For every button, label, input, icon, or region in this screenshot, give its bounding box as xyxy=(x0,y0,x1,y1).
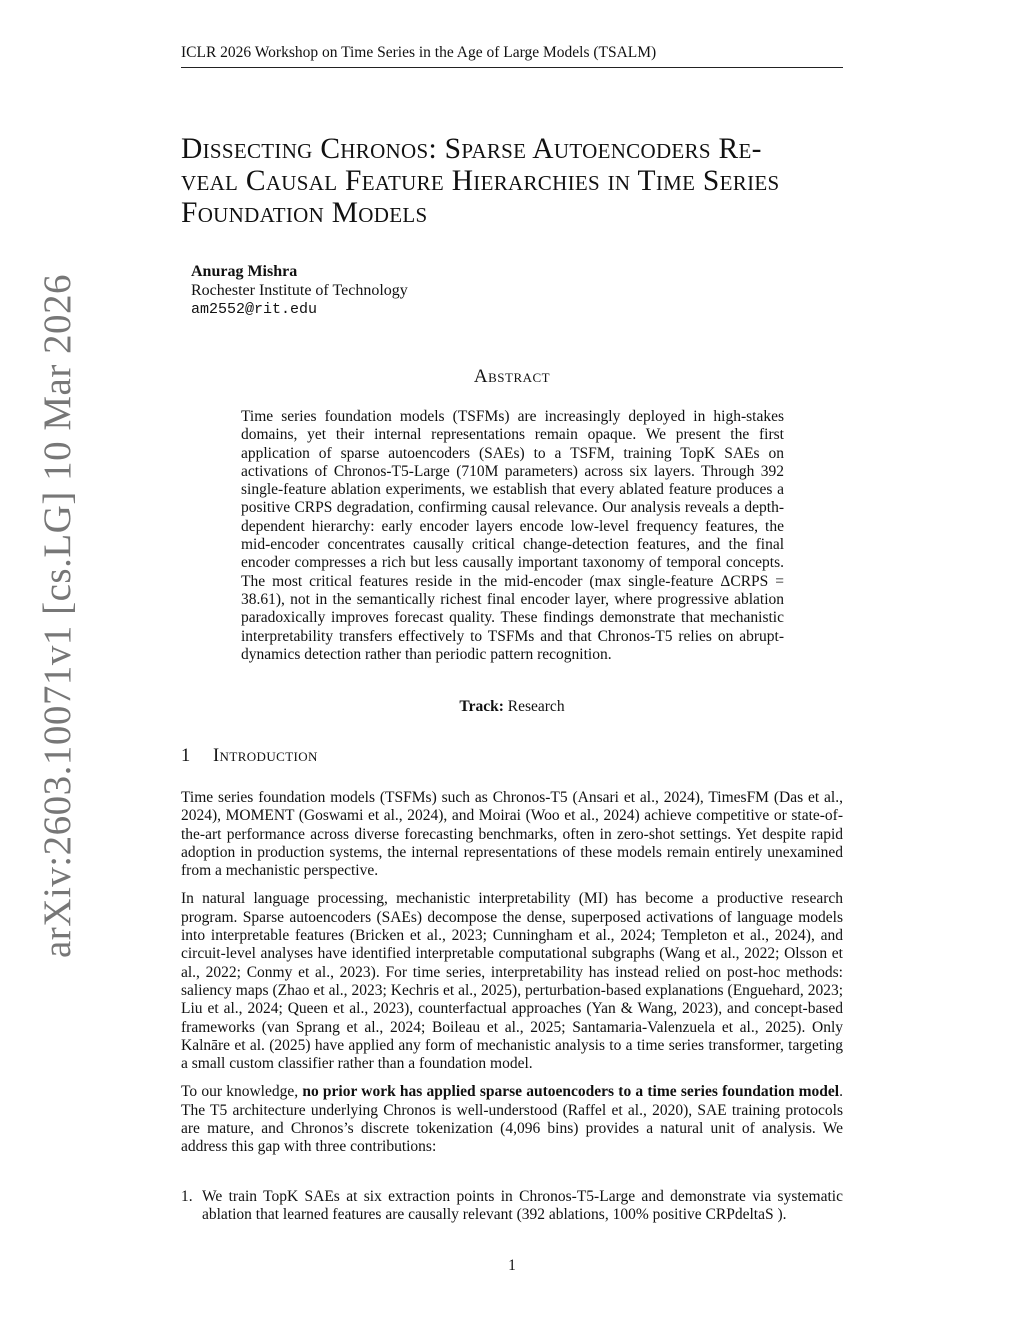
list-item-text: We train TopK SAEs at six extraction points in Chronos-T5-Large and demonstrate via systematic ablation that learned features are causally relevant (392 ablations, 100% positive CRPdeltaS ). xyxy=(202,1188,843,1224)
paragraph-3-emphasis: no prior work has applied sparse autoencoders to a time series foundation model xyxy=(302,1083,840,1101)
paragraph-3 xyxy=(181,1083,843,1156)
section-heading xyxy=(181,746,318,767)
paragraph-3-rest: . The T5 architecture underlying Chronos is well-understood (Raffel et al., 2020), SAE training protocols are mature, and Chronos’s discrete tokenization (4,096 bins) provides a natural unit of analysis. We address this gap with three contributions: xyxy=(181,1083,843,1156)
title-line-3: Foundation Models xyxy=(181,197,428,229)
track-label: Track: xyxy=(459,698,504,715)
author-affiliation: Rochester Institute of Technology xyxy=(191,282,408,299)
paragraph-3-lead: To our knowledge, xyxy=(181,1083,303,1101)
paragraph-2: In natural language processing, mechanistic interpretability (MI) has become a productive research program. Sparse autoencoders (SAEs) decompose the dense, superposed activations of language models into interpretable features (Bricken et al., 2023; Cunningham et al., 2024; Templeton et al., 2024), and circuit-level analyses have identified interpretable computational subgraphs (Wang et al., 2022; Olsson et al., 2022; Conmy et al., 2023). For time series, interpretability has instead relied on post-hoc methods: saliency maps (Zhao et al., 2023; Kechris et al., 2025), perturbation-based explanations (Enguehard, 2023; Liu et al., 2024; Queen et al., 2023), counterfactual approaches (Yan & Wang, 2023), and concept-based frameworks (van Sprang et al., 2024; Boileau et al., 2025; Santamaria-Valenzuela et al., 2025). Only Kalnāre et al. (2025) have applied any form of mechanistic analysis to a time series transformer, targeting a small custom classifier rather than a foundation model. xyxy=(181,890,843,1073)
venue-text: ICLR 2026 Workshop on Time Series in the Age of Large Models (TSALM) xyxy=(181,44,657,61)
author-email: am2552@rit.edu xyxy=(191,301,318,318)
title-line-2: veal Causal Feature Hierarchies in Time Series xyxy=(181,165,780,197)
section-title: Introduction xyxy=(213,746,318,766)
list-item-number: 1. xyxy=(181,1188,193,1205)
track-value: Research xyxy=(507,698,565,715)
paragraph-1: Time series foundation models (TSFMs) such as Chronos-T5 (Ansari et al., 2024), TimesFM (Das et al., 2024), MOMENT (Goswami et al., 2024), and Moirai (Woo et al., 2024) achieve competitive or state-of-the-art performance across diverse forecasting benchmarks, often in zero-shot settings. Yet despite rapid adoption in production systems, the internal representations of these models remain entirely unexamined from a mechanistic perspective. xyxy=(181,789,843,880)
section-number: 1 xyxy=(181,746,191,766)
author-name: Anurag Mishra xyxy=(191,263,298,280)
title-line-1: Dissecting Chronos: Sparse Autoencoders Re- xyxy=(181,133,762,165)
list-item xyxy=(181,1188,843,1225)
arxiv-stamp: arXiv:2603.10071v1 [cs.LG] 10 Mar 2026 xyxy=(36,273,79,958)
abstract-heading: Abstract xyxy=(473,366,551,387)
intro-body xyxy=(181,789,843,1167)
abstract-text: Time series foundation models (TSFMs) are increasingly deployed in high-stakes domains, yet their internal representations remain opaque. We present the first application of sparse autoencoders (SAEs) to a TSFM, training TopK SAEs on activations of Chronos-T5-Large (710M parameters) across six layers. Through 392 single-feature ablation experiments, we establish that every ablated feature produces a positive CRPS degradation, confirming causal relevance. Our analysis reveals a depth-dependent hierarchy: early encoder layers encode low-level frequency features, the mid-encoder concentrates causally critical change-detection features, and the final encoder compresses a rich but less causally important taxonomy of temporal concepts. The most critical features reside in the mid-encoder (max single-feature ΔCRPS = 38.61), not in the semantically richest final encoder layer, where progressive ablation paradoxically improves forecast quality. These findings demonstrate that mechanistic interpretability transfers effectively to TSFMs and that Chronos-T5 relies on abrupt-dynamics detection rather than periodic pattern recognition. xyxy=(241,408,784,663)
running-header xyxy=(181,44,843,68)
page-number: 1 xyxy=(508,1257,516,1274)
contribution-list xyxy=(181,1188,843,1225)
track-line xyxy=(0,698,1024,716)
paper-title xyxy=(181,133,861,229)
author-block xyxy=(191,262,408,319)
